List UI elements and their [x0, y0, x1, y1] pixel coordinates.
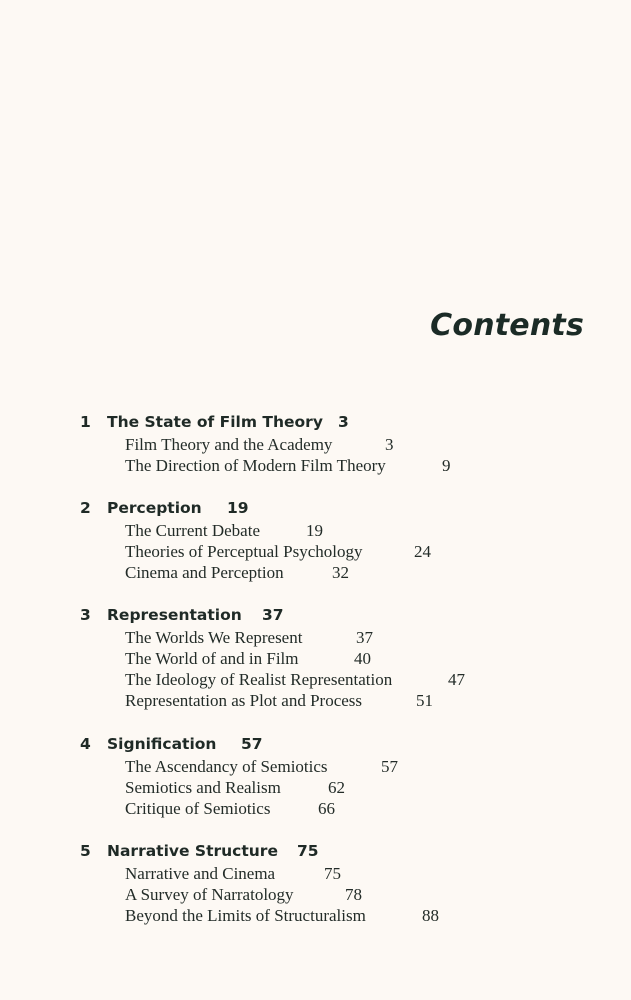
- page-title: Contents: [430, 308, 584, 343]
- section-title: The Direction of Modern Film Theory: [125, 456, 386, 475]
- chapter-number: 4: [80, 735, 91, 753]
- chapter-page-number: 57: [241, 735, 263, 753]
- section-title: The Worlds We Represent: [125, 628, 303, 647]
- section-title: Critique of Semiotics: [125, 799, 271, 818]
- section-entry[interactable]: [125, 628, 373, 649]
- chapter-number: 2: [80, 499, 91, 517]
- section-entry[interactable]: [125, 456, 451, 477]
- chapter-title: Signification: [107, 735, 217, 753]
- chapter-page-number: 19: [227, 499, 249, 517]
- chapter-page-number: 3: [338, 413, 349, 431]
- section-page-number: 66: [318, 799, 335, 818]
- section-page-number: 24: [414, 542, 431, 561]
- chapter-number: 5: [80, 842, 91, 860]
- section-title: The Ascendancy of Semiotics: [125, 757, 328, 776]
- section-page-number: 88: [422, 906, 439, 925]
- chapter-number: 1: [80, 413, 91, 431]
- section-title: The Current Debate: [125, 521, 260, 540]
- section-entry[interactable]: [125, 864, 341, 885]
- section-entry[interactable]: [125, 691, 433, 712]
- section-entry[interactable]: [125, 521, 323, 542]
- section-title: The Ideology of Realist Representation: [125, 670, 393, 689]
- section-entry[interactable]: [125, 435, 394, 456]
- section-page-number: 3: [385, 435, 394, 454]
- section-page-number: 47: [448, 670, 465, 689]
- section-title: Semiotics and Realism: [125, 778, 281, 797]
- section-entry[interactable]: [125, 670, 465, 691]
- section-page-number: 40: [354, 649, 371, 668]
- chapter-number: 3: [80, 606, 91, 624]
- section-entry[interactable]: [125, 649, 371, 670]
- section-title: A Survey of Narratology: [125, 885, 294, 904]
- chapter-title: Narrative Structure: [107, 842, 278, 860]
- section-title: Narrative and Cinema: [125, 864, 276, 883]
- section-page-number: 51: [416, 691, 433, 710]
- section-title: Film Theory and the Academy: [125, 435, 333, 454]
- section-page-number: 62: [328, 778, 345, 797]
- chapter-page-number: 37: [262, 606, 284, 624]
- section-page-number: 32: [332, 563, 349, 582]
- chapter-title: Representation: [107, 606, 242, 624]
- section-page-number: 9: [442, 456, 451, 475]
- chapter-title: The State of Film Theory: [107, 413, 323, 431]
- section-page-number: 57: [381, 757, 398, 776]
- section-entry[interactable]: [125, 778, 345, 799]
- section-title: Theories of Perceptual Psychology: [125, 542, 363, 561]
- section-title: Cinema and Perception: [125, 563, 284, 582]
- section-entry[interactable]: [125, 542, 431, 563]
- chapter-page-number: 75: [297, 842, 319, 860]
- section-entry[interactable]: [125, 885, 362, 906]
- section-page-number: 19: [306, 521, 323, 540]
- section-title: The World of and in Film: [125, 649, 299, 668]
- section-page-number: 75: [324, 864, 341, 883]
- chapter-title: Perception: [107, 499, 202, 517]
- section-entry[interactable]: [125, 799, 335, 820]
- section-page-number: 37: [356, 628, 373, 647]
- section-entry[interactable]: [125, 757, 398, 778]
- section-page-number: 78: [345, 885, 362, 904]
- section-title: Representation as Plot and Process: [125, 691, 363, 710]
- section-title: Beyond the Limits of Structuralism: [125, 906, 366, 925]
- section-entry[interactable]: [125, 906, 439, 927]
- section-entry[interactable]: [125, 563, 349, 584]
